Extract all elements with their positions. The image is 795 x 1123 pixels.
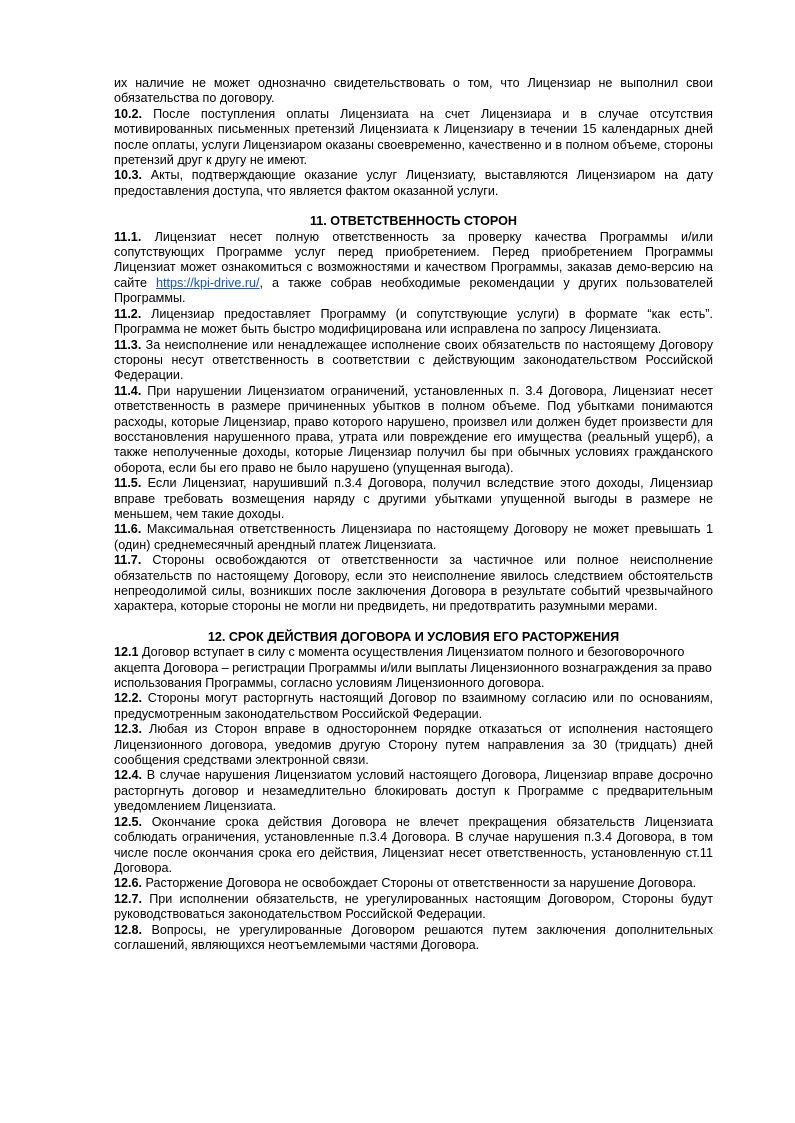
intro-paragraph: их наличие не может однозначно свидетельствовать о том, что Лицензиар не выполнил свои обязательства по договору. [114,76,713,106]
clause-text-continued: , а также собрав необходимые рекомендации у других пользователей Программы. [114,275,713,306]
clause-number: 11.1. [114,229,142,244]
clause-text: Договор вступает в силу с момента осуществления Лицензиатом полного и безоговорочного акцепта Договора – регистрации Программы и/или выплаты Лицензионного вознаграждения за право использования Программы, согласно условиям Лицензионного договора. [114,645,712,691]
clause-text: Акты, подтверждающие оказание услуг Лицензиату, выставляются Лицензиаром на дату предоставления доступа, что является фактом оказанной услуги. [114,168,713,198]
kpi-drive-link[interactable]: https://kpi-drive.ru/ [155,275,260,290]
clause-12-4 [114,768,713,814]
clause-text: Вопросы, не урегулированные Договором решаются путем заключения дополнительных соглашений, являющихся неотъемлемыми частями Договора. [114,922,713,952]
clause-number: 12.7. [114,891,143,906]
clause-text: Любая из Сторон вправе в одностороннем порядке отказаться от исполнения настоящего Лицензионного договора, уведомив другую Сторону путем направления за 30 (тридцать) дней сообщения средствами электронной связи. [114,722,713,768]
clause-11-6 [114,522,713,553]
clause-text: В случае нарушения Лицензиатом условий настоящего Договора, Лицензиар вправе досрочно расторгнуть договор и незамедлительно блокировать доступ к Программе с предварительным уведомлением Лицензиата. [114,768,713,814]
clause-12-8 [114,923,713,954]
clause-11-4 [114,384,713,476]
clause-number: 11.7. [114,553,142,568]
clause-number: 11.6. [114,522,142,537]
clause-11-5 [114,476,713,522]
clause-text: При нарушении Лицензиатом ограничений, установленных п. 3.4 Договора, Лицензиат несет ответственность в размере причиненных убытков в полном объеме. Под убытками понимаются расходы, которые Лицензиар, право которого нарушено, произвел или должен будет произвести для восстановления нарушенного права, утрата или повреждение его имущества (реальный ущерб), а также неполученные доходы, которые Лицензиар получил бы при обычных условиях гражданского оборота, если бы его право не было нарушено (упущенная выгода). [114,383,713,475]
clause-number: 11.2. [114,306,142,321]
clause-number: 12.3. [114,722,143,737]
clause-number: 12.5. [114,814,143,829]
clause-11-1 [114,230,713,307]
clause-number: 11.4. [114,383,142,398]
clause-12-2 [114,691,713,722]
clause-12-6 [114,876,713,891]
section-11-heading: 11. ОТВЕТСТВЕННОСТЬ СТОРОН [309,214,518,229]
clause-text: Стороны освобождаются от ответственности за частичное или полное неисполнение обязательств по настоящему Договору, если это неисполнение явилось следствием обстоятельств непреодолимой силы, возникших после заключения Договора в результате событий чрезвычайного характера, которые стороны не могли ни предвидеть, ни предотвратить разумными мерами. [114,553,713,614]
clause-number: 12.4. [114,768,143,783]
clause-text: Максимальная ответственность Лицензиара по настоящему Договору не может превышать 1 (один) среднемесячный арендный платеж Лицензиата. [114,522,713,552]
clause-text: Лицензиар предоставляет Программу (и сопутствующие услуги) в формате “как есть”. Программа не может быть быстро модифицирована или исправлена по запросу Лицензиата. [114,306,713,337]
clause-12-3 [114,722,713,768]
clause-number: 11.3. [114,337,142,352]
clause-text: Окончание срока действия Договора не влечет прекращения обязательств Лицензиата соблюдать ограничения, установленные п.3.4 Договора. В случае нарушения п.3.4 Договора, в том числе после окончания срока его действия, Лицензиат несет ответственность, установленную ст.11 Договора. [114,814,713,875]
clause-10-3 [114,168,713,199]
clause-12-5 [114,815,713,877]
clause-text: Расторжение Договора не освобождает Стороны от ответственности за нарушение Договора. [142,876,697,891]
clause-text: Лицензиат несет полную ответственность за проверку качества Программы и/или сопутствующих Программе услуг перед приобретением. Перед приобретением Программы Лицензиат может ознакомиться с возможностями и качеством Программы, заказав демо-версию на сайте [114,229,713,290]
clause-11-3 [114,338,713,384]
clause-number: 12.6. [114,876,143,891]
clause-number: 11.5. [114,476,142,491]
clause-text: После поступления оплаты Лицензиата на счет Лицензиара и в случае отсутствия мотивированных письменных претензий Лицензиата к Лицензиару в течении 15 календарных дней после оплаты, услуги Лицензиаром оказаны своевременно, качественно и в полном объеме, стороны претензий друг к другу не имеют. [114,106,713,168]
section-12-heading: 12. СРОК ДЕЙСТВИЯ ДОГОВОРА И УСЛОВИЯ ЕГО РАСТОРЖЕНИЯ [207,629,620,644]
clause-text: Стороны могут расторгнуть настоящий Договор по взаимному согласию или по основаниям, предусмотренным законодательством Российской Федерации. [114,691,713,721]
clause-number: 10.2. [114,106,143,121]
clause-text: При исполнении обязательств, не урегулированных настоящим Договором, Стороны будут руководствоваться законодательством Российской Федерации. [114,891,713,922]
clause-11-2 [114,307,713,338]
clause-12-1 [114,645,713,691]
clause-text: За неисполнение или ненадлежащее исполнение своих обязательств по настоящему Договору стороны несут ответственность в соответствии с действующим законодательством Российской Федерации. [114,337,713,383]
clause-12-7 [114,892,713,923]
clause-number: 10.3. [114,168,143,183]
clause-11-7 [114,553,713,615]
clause-number: 12.1 [114,645,139,660]
clause-text: Если Лицензиат, нарушивший п.3.4 Договора, получил вследствие этого доходы, Лицензиар вправе требовать возмещения наряду с другими убытками упущенной выгоды в размере не меньшем, чем такие доходы. [114,476,713,521]
clause-number: 12.2. [114,691,143,706]
clause-10-2 [114,107,713,169]
clause-number: 12.8. [114,922,143,937]
